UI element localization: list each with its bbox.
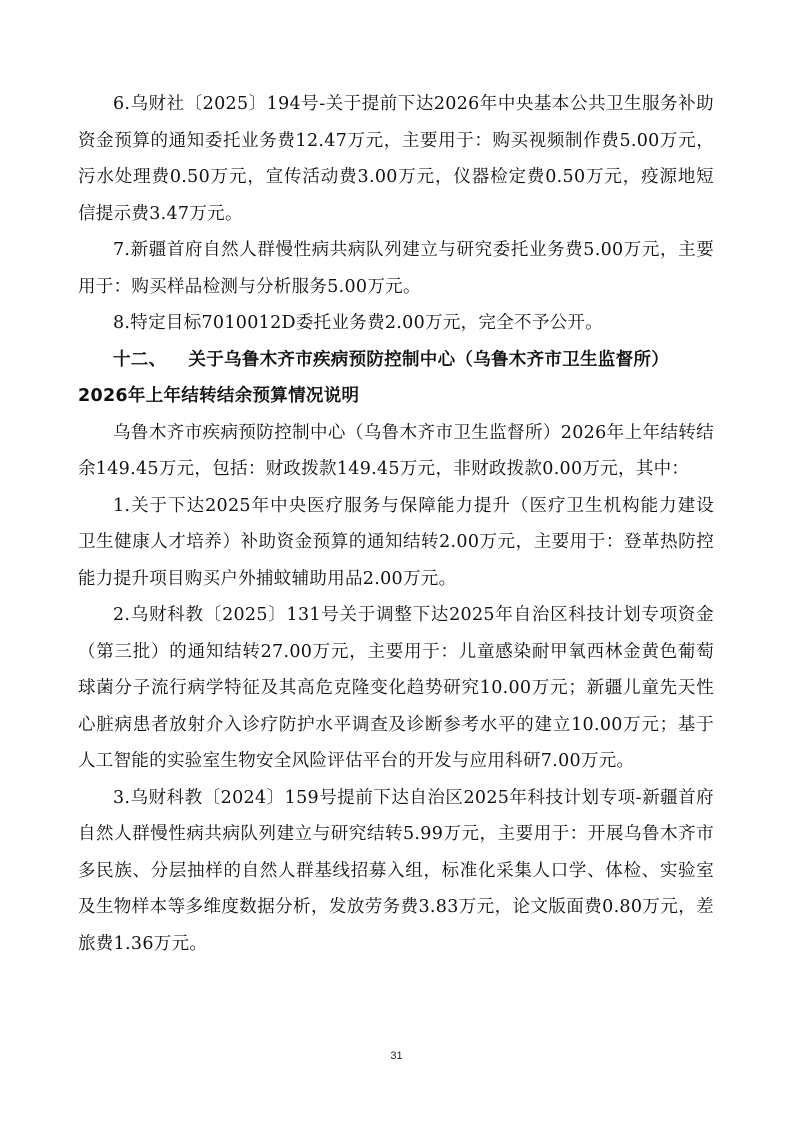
paragraph-item-8: 8.特定目标7010012D委托业务费2.00万元，完全不予公开。 — [113, 313, 604, 333]
paragraph-carryover-1: 1.关于下达2025年中央医疗服务与保障能力提升（医疗卫生机构能力建设 卫生健康人才培养）补助资金预算的通知结转2.00万元，主要用于：登革热防控能力提升项目购买户外捕蚊辅助用品2.00万元。 — [78, 495, 714, 589]
section-heading — [78, 342, 714, 415]
paragraph-carryover-3: 3.乌财科教〔2024〕159号提前下达自治区2025年科技计划专项-新疆首府自然人群慢性病共病队列建立与研究结转5.99万元，主要用于：开展乌鲁木齐市多民族、分层抽样的自然人群基线招募入组，标准化采集人口学、体检、实验室及生物样本等多维度数据分析，发放劳务费3.83万元，论文版面费0.80万元，差旅费1.36万元。 — [78, 787, 714, 954]
section-title-line1: 关于乌鲁木齐市疾病预防控制中心（乌鲁木齐市卫生监督所） — [188, 349, 670, 370]
paragraph-summary: 乌鲁木齐市疾病预防控制中心（乌鲁木齐市卫生监督所）2026年上年结转结余149.45万元，包括：财政拨款149.45万元，非财政拨款0.00万元，其中： — [78, 422, 714, 479]
section-title-line2: 2026年上年结转结余预算情况说明 — [78, 386, 360, 406]
paragraph-item-7: 7.新疆首府自然人群慢性病共病队列建立与研究委托业务费5.00万元，主要用于：购买样品检测与分析服务5.00万元。 — [78, 240, 714, 297]
paragraph-item-6: 6.乌财社〔2025〕194号-关于提前下达2026年中央基本公共卫生服务补助资金预算的通知委托业务费12.47万元，主要用于：购买视频制作费5.00万元，污水处理费0.50万元，宣传活动费3.00万元，仪器检定费0.50万元，疫源地短信提示费3.47万元。 — [78, 94, 714, 224]
paragraph-carryover-2: 2.乌财科教〔2025〕131号关于调整下达2025年自治区科技计划专项资金（第三批）的通知结转27.00万元，主要用于：儿童感染耐甲氧西林金黄色葡萄球菌分子流行病学特征及其高危克隆变化趋势研究10.00万元；新疆儿童先天性心脏病患者放射介入诊疗防护水平调查及诊断参考水平的建立10.00万元；基于人工智能的实验室生物安全风险评估平台的开发与应用科研7.00万元。 — [78, 605, 714, 771]
page-number: 31 — [390, 1050, 403, 1062]
section-number: 十二、 — [113, 349, 167, 370]
document-body — [78, 86, 714, 962]
